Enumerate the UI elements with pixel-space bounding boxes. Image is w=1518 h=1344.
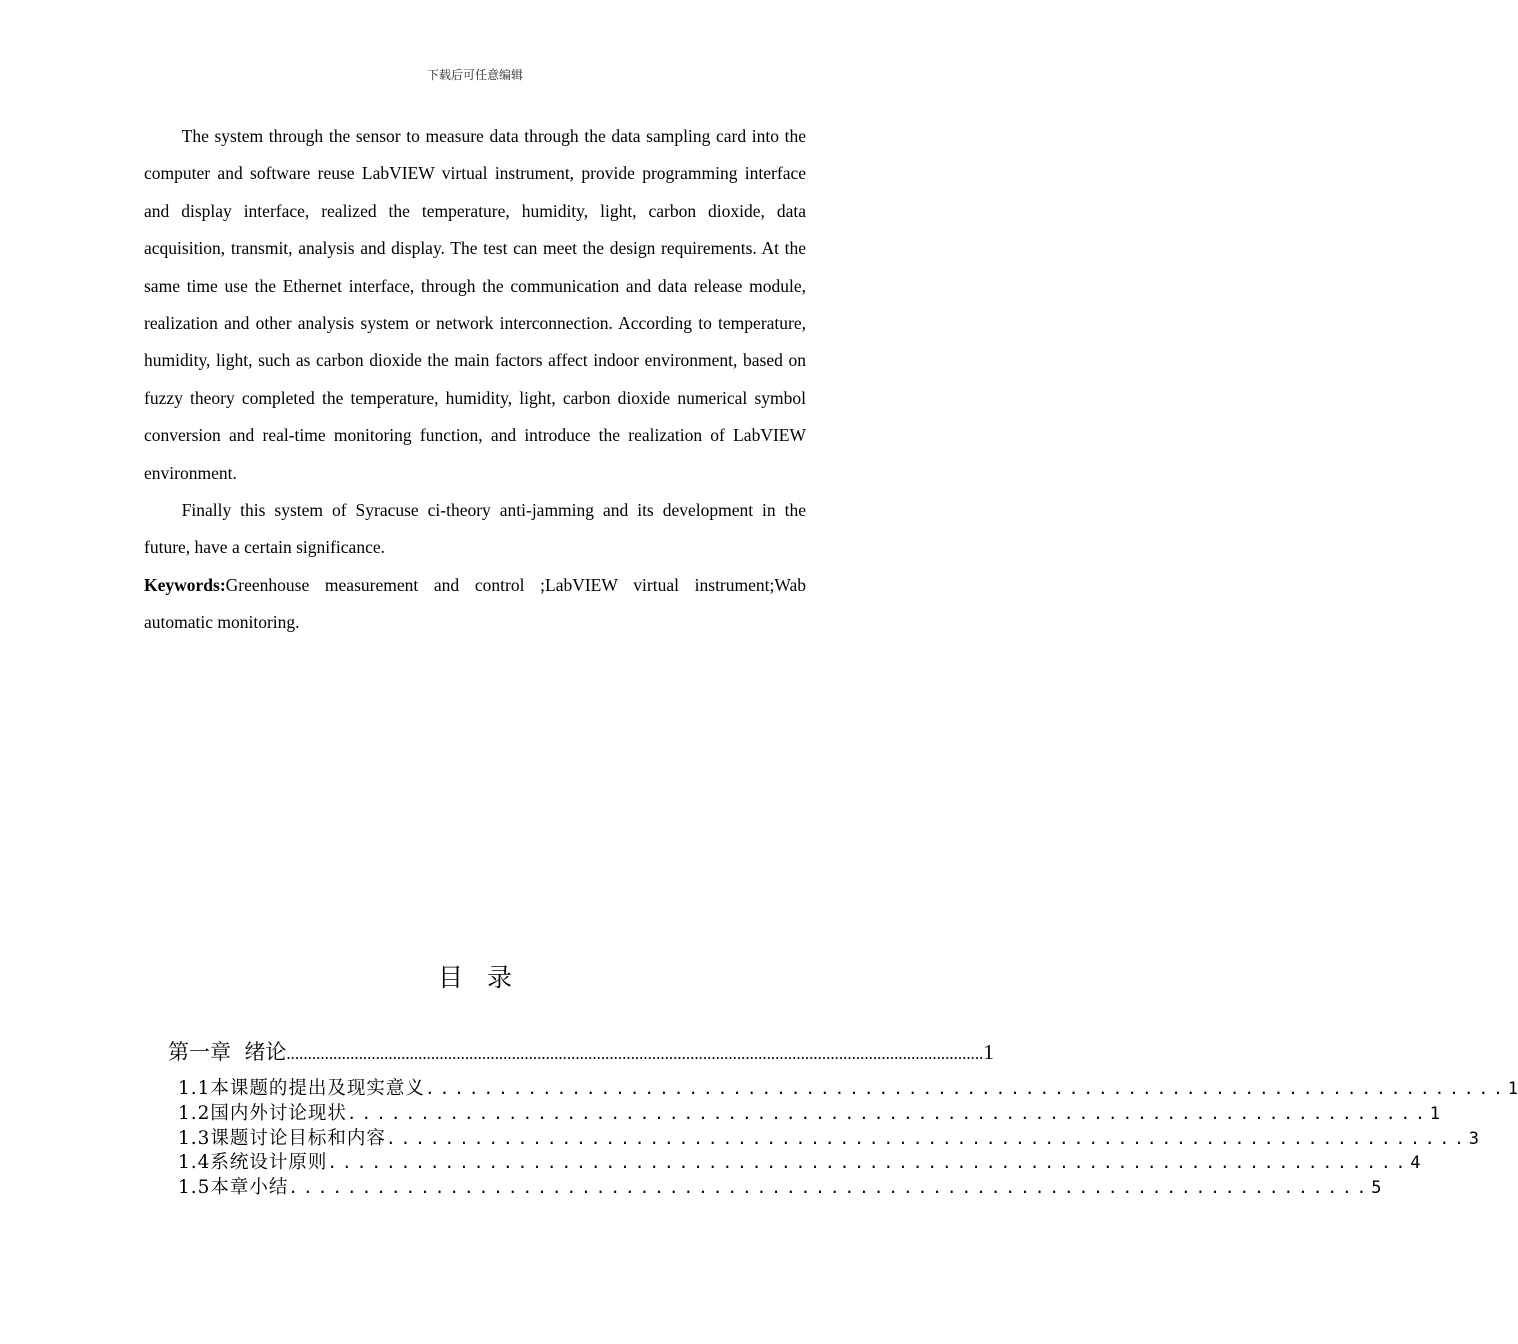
toc-section-entry[interactable] [178,1077,1518,1102]
toc-title: 目录 [437,963,536,992]
toc-section-entry[interactable] [178,1151,1421,1176]
toc-leader-dots: .......................................................................... [327,1153,1411,1173]
toc-section-label: 1.5本章小结 [178,1177,289,1199]
toc-section-page: 5 [1371,1178,1382,1199]
toc-section-label: 1.1本课题的提出及现实意义 [178,1078,425,1099]
toc-section-label: 1.3课题讨论目标和内容 [178,1127,386,1149]
toc-leader-dots: .......................................................................... [424,1079,1508,1098]
abstract-paragraph: Finally this system of Syracuse ci-theory anti-jamming and its development in the future, have a certain significance. [144,500,806,558]
toc-section-label: 1.4系统设计原则 [178,1152,328,1174]
page-header-note: 下载后可任意编辑 [426,68,523,82]
toc-section-page: 4 [1410,1153,1421,1174]
toc-section-label: 1.2国内外讨论现状 [178,1102,347,1124]
keywords-label: Keywords: [144,574,226,595]
toc-section-list [178,1077,1518,1201]
toc-leader-dots: .................................................................................................................................................................... [286,1044,984,1063]
toc-section-entry[interactable] [178,1176,1382,1201]
keywords-text: Greenhouse measurement and control ;LabVIEW virtual instrument;Wab automatic monitoring. [144,574,806,633]
toc-chapter-entry[interactable] [168,1036,994,1070]
toc-chapter-label: 第一章 绪论 [168,1040,287,1064]
keywords-line [144,567,806,642]
toc-section-entry[interactable] [178,1102,1440,1127]
abstract-body [144,118,806,642]
toc-leader-dots: .......................................................................... [288,1178,1372,1198]
abstract-paragraph: The system through the sensor to measure data through the data sampling card into the computer and software reuse LabVIEW virtual instrument, provide programming interface and display interface, realized the temperature, humidity, light, carbon dioxide, data acquisition, transmit, analysis and display. The test can meet the design requirements. At the same time use the Ethernet interface, through the communication and data release module, realization and other analysis system or network interconnection. According to temperature, humidity, light, such as carbon dioxide the main factors affect indoor environment, based on fuzzy theory completed the temperature, humidity, light, carbon dioxide numerical symbol conversion and real-time monitoring function, and introduce the realization of LabVIEW environment. [144,126,806,483]
toc-chapter-page: 1 [983,1040,994,1064]
toc-section-page: 1 [1429,1103,1440,1124]
toc-section-page: 1 [1507,1079,1518,1099]
toc-section-page: 3 [1468,1128,1480,1149]
toc-section-entry[interactable] [178,1127,1480,1152]
toc-leader-dots: .......................................................................... [346,1103,1430,1123]
toc-leader-dots: .......................................................................... [385,1128,1469,1148]
